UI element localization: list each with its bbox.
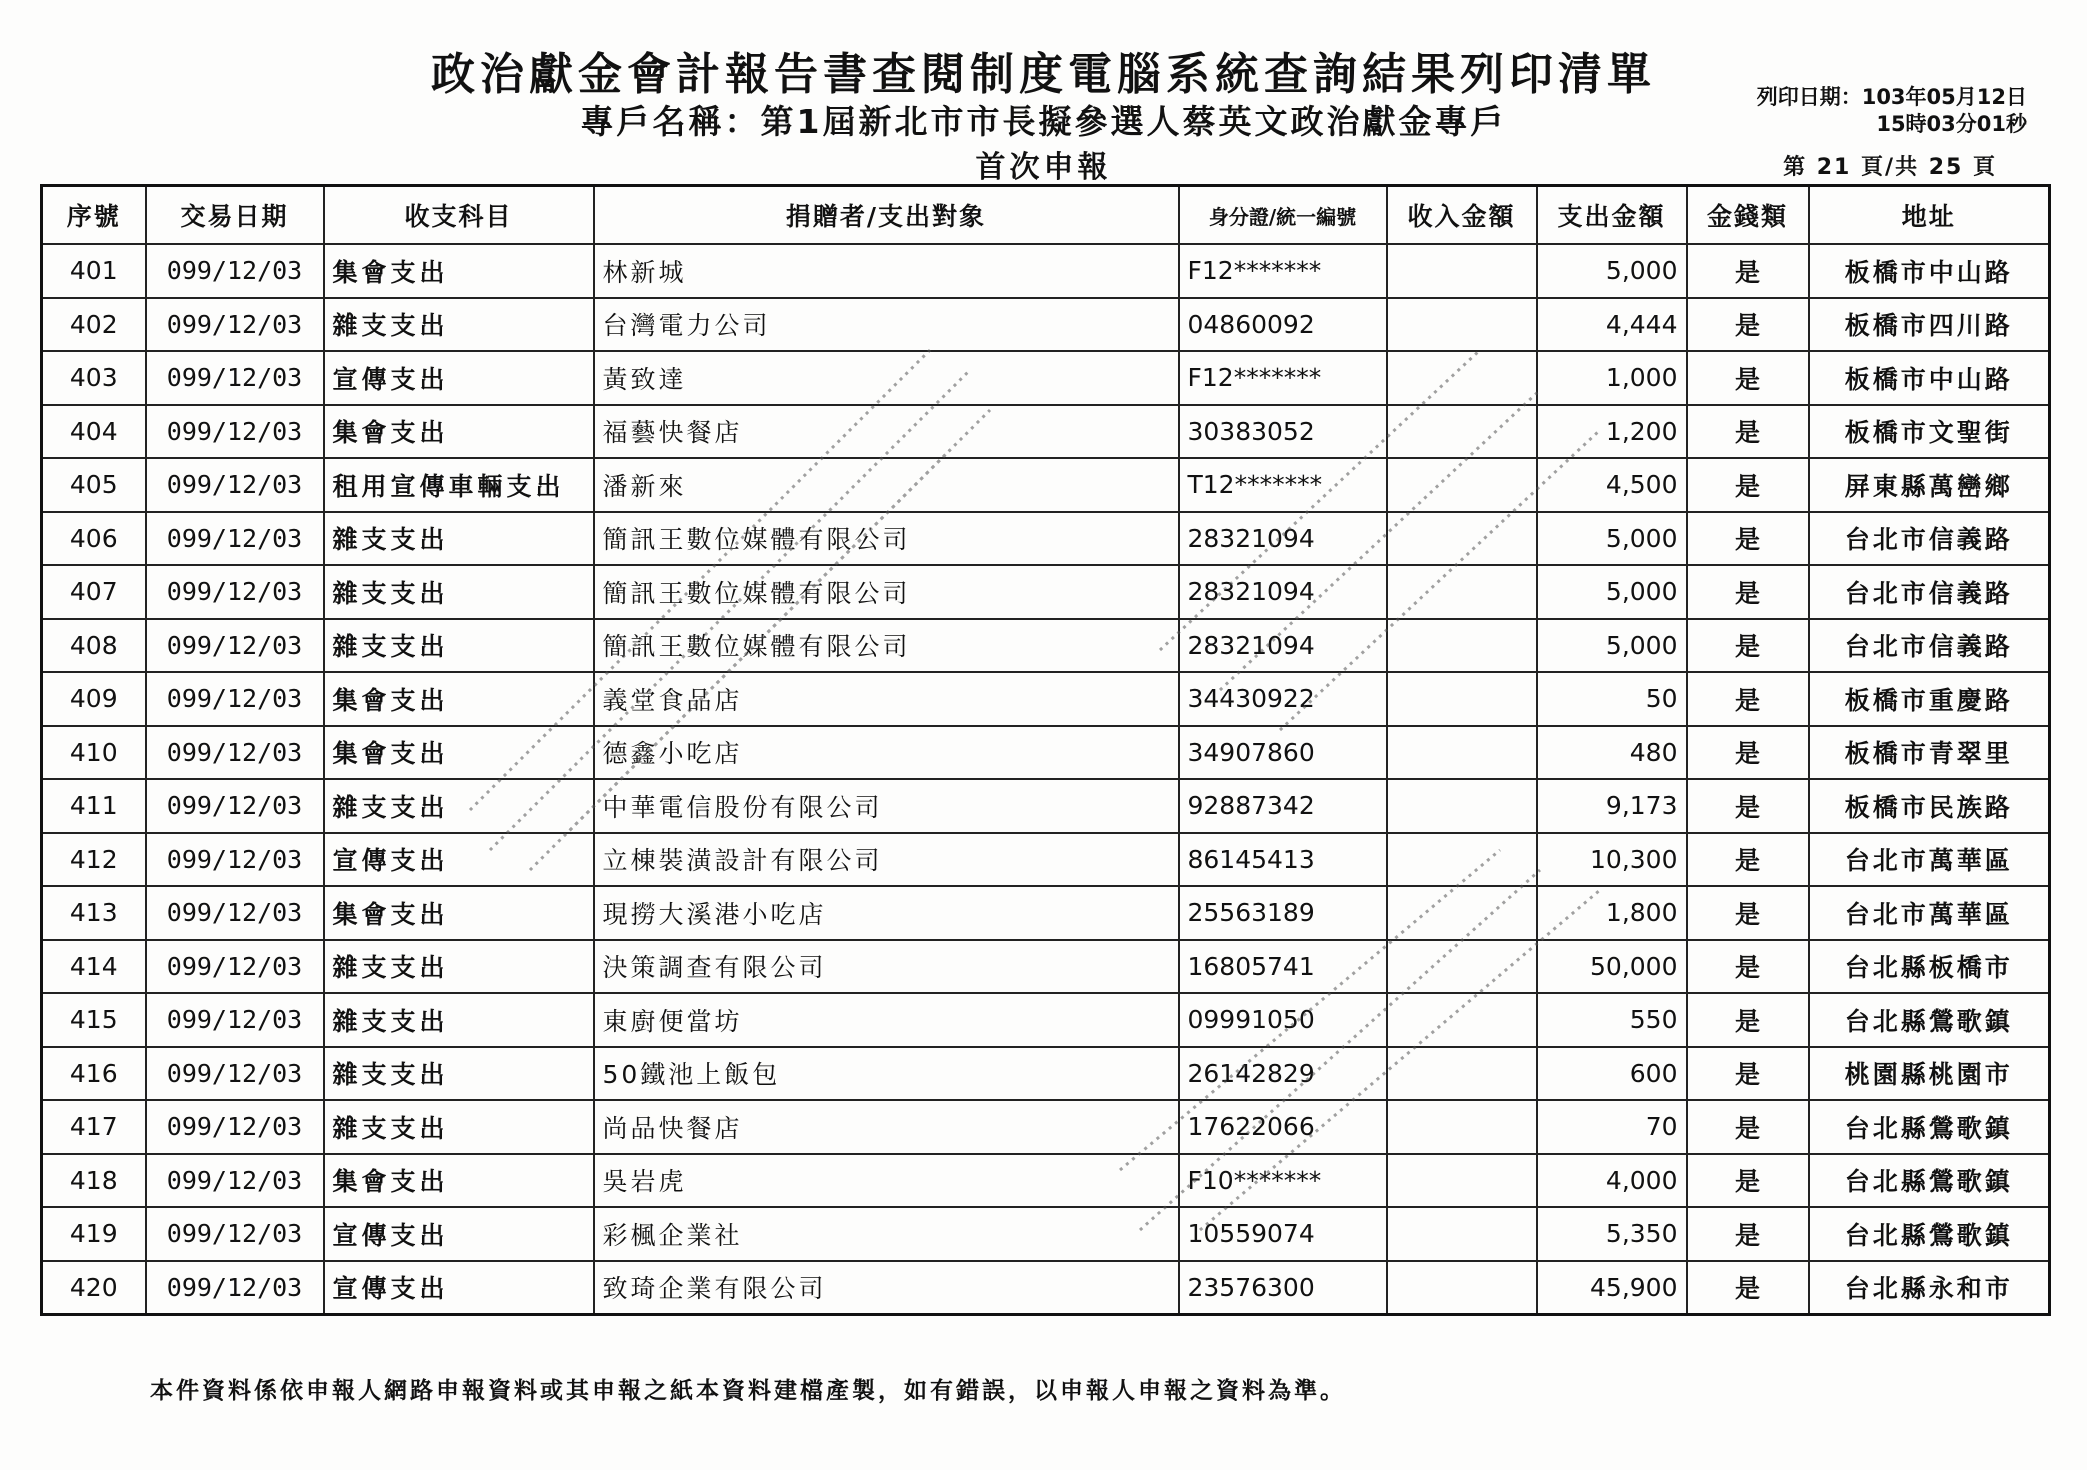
table-row [42, 1261, 2050, 1315]
table-row [42, 779, 2050, 833]
row-number: 414 [42, 940, 146, 994]
expense-amount: 1,000 [1537, 351, 1687, 405]
cash-flag: 是 [1687, 1207, 1809, 1261]
id-number: 16805741 [1179, 940, 1387, 994]
page-title: 政治獻金會計報告書查閱制度電腦系統查詢結果列印清單 [431, 49, 1656, 100]
counterparty-name: 德鑫小吃店 [594, 726, 1179, 780]
transaction-date: 099/12/03 [146, 565, 324, 619]
address: 板橋市民族路 [1809, 779, 2050, 833]
cash-flag: 是 [1687, 512, 1809, 566]
expense-amount: 70 [1537, 1100, 1687, 1154]
table-row [42, 512, 2050, 566]
address: 台北縣板橋市 [1809, 940, 2050, 994]
account-name: 專戶名稱：第1屆新北市市長擬參選人蔡英文政治獻金專戶 [580, 102, 1507, 141]
income-amount [1387, 458, 1537, 512]
id-number: F12******* [1179, 244, 1387, 298]
id-number: 25563189 [1179, 886, 1387, 940]
expense-amount: 10,300 [1537, 833, 1687, 887]
report-type: 首次申報 [975, 150, 1112, 185]
id-number: 30383052 [1179, 405, 1387, 459]
counterparty-name: 致琦企業有限公司 [594, 1261, 1179, 1315]
id-number: 28321094 [1179, 565, 1387, 619]
table-row [42, 726, 2050, 780]
row-number: 413 [42, 886, 146, 940]
cash-flag: 是 [1687, 726, 1809, 780]
counterparty-name: 林新城 [594, 244, 1179, 298]
address: 台北縣鶯歌鎮 [1809, 1100, 2050, 1154]
income-amount [1387, 351, 1537, 405]
table-row [42, 833, 2050, 887]
expense-category: 雜支支出 [324, 512, 594, 566]
expense-category: 集會支出 [324, 886, 594, 940]
expense-amount: 4,000 [1537, 1154, 1687, 1208]
address: 板橋市中山路 [1809, 351, 2050, 405]
column-header: 序號 [42, 186, 146, 245]
income-amount [1387, 244, 1537, 298]
expense-category: 租用宣傳車輛支出 [324, 458, 594, 512]
expense-category: 宣傳支出 [324, 1207, 594, 1261]
table-row [42, 244, 2050, 298]
income-amount [1387, 940, 1537, 994]
row-number: 407 [42, 565, 146, 619]
cash-flag: 是 [1687, 993, 1809, 1047]
table-row [42, 405, 2050, 459]
column-header: 地址 [1809, 186, 2050, 245]
table-row [42, 1047, 2050, 1101]
counterparty-name: 尚品快餐店 [594, 1100, 1179, 1154]
address: 台北市信義路 [1809, 619, 2050, 673]
income-amount [1387, 405, 1537, 459]
id-number: 28321094 [1179, 512, 1387, 566]
expense-amount: 5,000 [1537, 565, 1687, 619]
transaction-date: 099/12/03 [146, 672, 324, 726]
id-number: 34430922 [1179, 672, 1387, 726]
cash-flag: 是 [1687, 565, 1809, 619]
print-date: 列印日期：103年05月12日 [1756, 85, 2027, 109]
income-amount [1387, 1100, 1537, 1154]
expense-amount: 600 [1537, 1047, 1687, 1101]
transaction-date: 099/12/03 [146, 726, 324, 780]
address: 板橋市青翠里 [1809, 726, 2050, 780]
cash-flag: 是 [1687, 351, 1809, 405]
transactions-table [40, 184, 2051, 1316]
cash-flag: 是 [1687, 1154, 1809, 1208]
table-row [42, 619, 2050, 673]
table-row [42, 1207, 2050, 1261]
id-number: 10559074 [1179, 1207, 1387, 1261]
expense-category: 雜支支出 [324, 1100, 594, 1154]
income-amount [1387, 565, 1537, 619]
table-row [42, 1154, 2050, 1208]
row-number: 406 [42, 512, 146, 566]
row-number: 403 [42, 351, 146, 405]
id-number: 26142829 [1179, 1047, 1387, 1101]
column-header: 交易日期 [146, 186, 324, 245]
transaction-date: 099/12/03 [146, 1207, 324, 1261]
counterparty-name: 東廚便當坊 [594, 993, 1179, 1047]
column-header: 收支科目 [324, 186, 594, 245]
income-amount [1387, 1261, 1537, 1315]
cash-flag: 是 [1687, 886, 1809, 940]
expense-amount: 50 [1537, 672, 1687, 726]
cash-flag: 是 [1687, 298, 1809, 352]
cash-flag: 是 [1687, 1261, 1809, 1315]
counterparty-name: 簡訊王數位媒體有限公司 [594, 565, 1179, 619]
table-row [42, 351, 2050, 405]
cash-flag: 是 [1687, 779, 1809, 833]
income-amount [1387, 779, 1537, 833]
address: 台北縣鶯歌鎮 [1809, 1207, 2050, 1261]
cash-flag: 是 [1687, 940, 1809, 994]
transaction-date: 099/12/03 [146, 886, 324, 940]
expense-amount: 5,000 [1537, 244, 1687, 298]
counterparty-name: 簡訊王數位媒體有限公司 [594, 619, 1179, 673]
income-amount [1387, 619, 1537, 673]
column-header: 支出金額 [1537, 186, 1687, 245]
counterparty-name: 彩楓企業社 [594, 1207, 1179, 1261]
address: 台北市萬華區 [1809, 886, 2050, 940]
row-number: 402 [42, 298, 146, 352]
address: 台北市萬華區 [1809, 833, 2050, 887]
counterparty-name: 義堂食品店 [594, 672, 1179, 726]
expense-category: 雜支支出 [324, 565, 594, 619]
counterparty-name: 黃致達 [594, 351, 1179, 405]
counterparty-name: 福藝快餐店 [594, 405, 1179, 459]
expense-amount: 1,800 [1537, 886, 1687, 940]
transaction-date: 099/12/03 [146, 1154, 324, 1208]
row-number: 410 [42, 726, 146, 780]
expense-amount: 50,000 [1537, 940, 1687, 994]
expense-category: 雜支支出 [324, 993, 594, 1047]
counterparty-name: 立棟裝潢設計有限公司 [594, 833, 1179, 887]
table-row [42, 458, 2050, 512]
row-number: 409 [42, 672, 146, 726]
expense-category: 宣傳支出 [324, 351, 594, 405]
expense-category: 雜支支出 [324, 940, 594, 994]
cash-flag: 是 [1687, 405, 1809, 459]
address: 板橋市中山路 [1809, 244, 2050, 298]
table-row [42, 886, 2050, 940]
table-header-row [42, 186, 2050, 245]
transaction-date: 099/12/03 [146, 993, 324, 1047]
address: 桃園縣桃園市 [1809, 1047, 2050, 1101]
counterparty-name: 簡訊王數位媒體有限公司 [594, 512, 1179, 566]
address: 板橋市四川路 [1809, 298, 2050, 352]
expense-amount: 4,500 [1537, 458, 1687, 512]
id-number: F12******* [1179, 351, 1387, 405]
counterparty-name: 吳岩虎 [594, 1154, 1179, 1208]
cash-flag: 是 [1687, 619, 1809, 673]
transaction-date: 099/12/03 [146, 512, 324, 566]
expense-category: 雜支支出 [324, 298, 594, 352]
expense-category: 雜支支出 [324, 619, 594, 673]
column-header: 捐贈者/支出對象 [594, 186, 1179, 245]
table-body [42, 244, 2050, 1315]
expense-amount: 4,444 [1537, 298, 1687, 352]
row-number: 404 [42, 405, 146, 459]
income-amount [1387, 512, 1537, 566]
expense-category: 雜支支出 [324, 779, 594, 833]
address: 台北縣永和市 [1809, 1261, 2050, 1315]
transaction-date: 099/12/03 [146, 1100, 324, 1154]
address: 板橋市重慶路 [1809, 672, 2050, 726]
row-number: 416 [42, 1047, 146, 1101]
income-amount [1387, 298, 1537, 352]
transaction-date: 099/12/03 [146, 619, 324, 673]
table-row [42, 672, 2050, 726]
transaction-date: 099/12/03 [146, 405, 324, 459]
id-number: F10******* [1179, 1154, 1387, 1208]
income-amount [1387, 1047, 1537, 1101]
transaction-date: 099/12/03 [146, 1047, 324, 1101]
expense-category: 集會支出 [324, 244, 594, 298]
income-amount [1387, 833, 1537, 887]
transaction-date: 099/12/03 [146, 1261, 324, 1315]
id-number: 28321094 [1179, 619, 1387, 673]
print-info [1757, 84, 2027, 138]
address: 台北市信義路 [1809, 565, 2050, 619]
address: 台北市信義路 [1809, 512, 2050, 566]
disclaimer-note: 本件資料係依申報人網路申報資料或其申報之紙本資料建檔產製，如有錯誤，以申報人申報之資料為準。 [150, 1378, 1346, 1404]
income-amount [1387, 1207, 1537, 1261]
transaction-date: 099/12/03 [146, 940, 324, 994]
income-amount [1387, 672, 1537, 726]
income-amount [1387, 1154, 1537, 1208]
expense-category: 宣傳支出 [324, 1261, 594, 1315]
expense-category: 集會支出 [324, 726, 594, 780]
table-row [42, 565, 2050, 619]
row-number: 412 [42, 833, 146, 887]
id-number: 86145413 [1179, 833, 1387, 887]
print-time: 15時03分01秒 [1876, 112, 2027, 136]
address: 板橋市文聖街 [1809, 405, 2050, 459]
address: 台北縣鶯歌鎮 [1809, 1154, 2050, 1208]
transaction-date: 099/12/03 [146, 244, 324, 298]
expense-amount: 480 [1537, 726, 1687, 780]
counterparty-name: 決策調查有限公司 [594, 940, 1179, 994]
transaction-date: 099/12/03 [146, 833, 324, 887]
table-row [42, 940, 2050, 994]
id-number: 17622066 [1179, 1100, 1387, 1154]
income-amount [1387, 726, 1537, 780]
transaction-date: 099/12/03 [146, 779, 324, 833]
row-number: 419 [42, 1207, 146, 1261]
row-number: 418 [42, 1154, 146, 1208]
row-number: 401 [42, 244, 146, 298]
expense-category: 集會支出 [324, 672, 594, 726]
id-number: 09991050 [1179, 993, 1387, 1047]
counterparty-name: 台灣電力公司 [594, 298, 1179, 352]
cash-flag: 是 [1687, 833, 1809, 887]
id-number: 23576300 [1179, 1261, 1387, 1315]
expense-category: 雜支支出 [324, 1047, 594, 1101]
table-row [42, 993, 2050, 1047]
row-number: 408 [42, 619, 146, 673]
expense-category: 集會支出 [324, 1154, 594, 1208]
counterparty-name: 現撈大溪港小吃店 [594, 886, 1179, 940]
expense-category: 集會支出 [324, 405, 594, 459]
expense-amount: 1,200 [1537, 405, 1687, 459]
table-row [42, 1100, 2050, 1154]
counterparty-name: 中華電信股份有限公司 [594, 779, 1179, 833]
table-row [42, 298, 2050, 352]
address: 屏東縣萬巒鄉 [1809, 458, 2050, 512]
expense-amount: 5,350 [1537, 1207, 1687, 1261]
cash-flag: 是 [1687, 672, 1809, 726]
transaction-date: 099/12/03 [146, 298, 324, 352]
row-number: 417 [42, 1100, 146, 1154]
column-header: 金錢類 [1687, 186, 1809, 245]
expense-amount: 5,000 [1537, 512, 1687, 566]
column-header: 收入金額 [1387, 186, 1537, 245]
income-amount [1387, 993, 1537, 1047]
income-amount [1387, 886, 1537, 940]
row-number: 415 [42, 993, 146, 1047]
id-number: 04860092 [1179, 298, 1387, 352]
page-number: 第 21 頁/共 25 頁 [1783, 155, 1997, 180]
id-number: 34907860 [1179, 726, 1387, 780]
expense-amount: 9,173 [1537, 779, 1687, 833]
column-header: 身分證/統一編號 [1179, 186, 1387, 245]
cash-flag: 是 [1687, 244, 1809, 298]
transaction-date: 099/12/03 [146, 458, 324, 512]
expense-amount: 5,000 [1537, 619, 1687, 673]
counterparty-name: 50鐵池上飯包 [594, 1047, 1179, 1101]
expense-amount: 45,900 [1537, 1261, 1687, 1315]
id-number: 92887342 [1179, 779, 1387, 833]
counterparty-name: 潘新來 [594, 458, 1179, 512]
expense-category: 宣傳支出 [324, 833, 594, 887]
row-number: 411 [42, 779, 146, 833]
cash-flag: 是 [1687, 1047, 1809, 1101]
expense-amount: 550 [1537, 993, 1687, 1047]
cash-flag: 是 [1687, 1100, 1809, 1154]
id-number: T12******* [1179, 458, 1387, 512]
cash-flag: 是 [1687, 458, 1809, 512]
row-number: 420 [42, 1261, 146, 1315]
address: 台北縣鶯歌鎮 [1809, 993, 2050, 1047]
row-number: 405 [42, 458, 146, 512]
transaction-date: 099/12/03 [146, 351, 324, 405]
